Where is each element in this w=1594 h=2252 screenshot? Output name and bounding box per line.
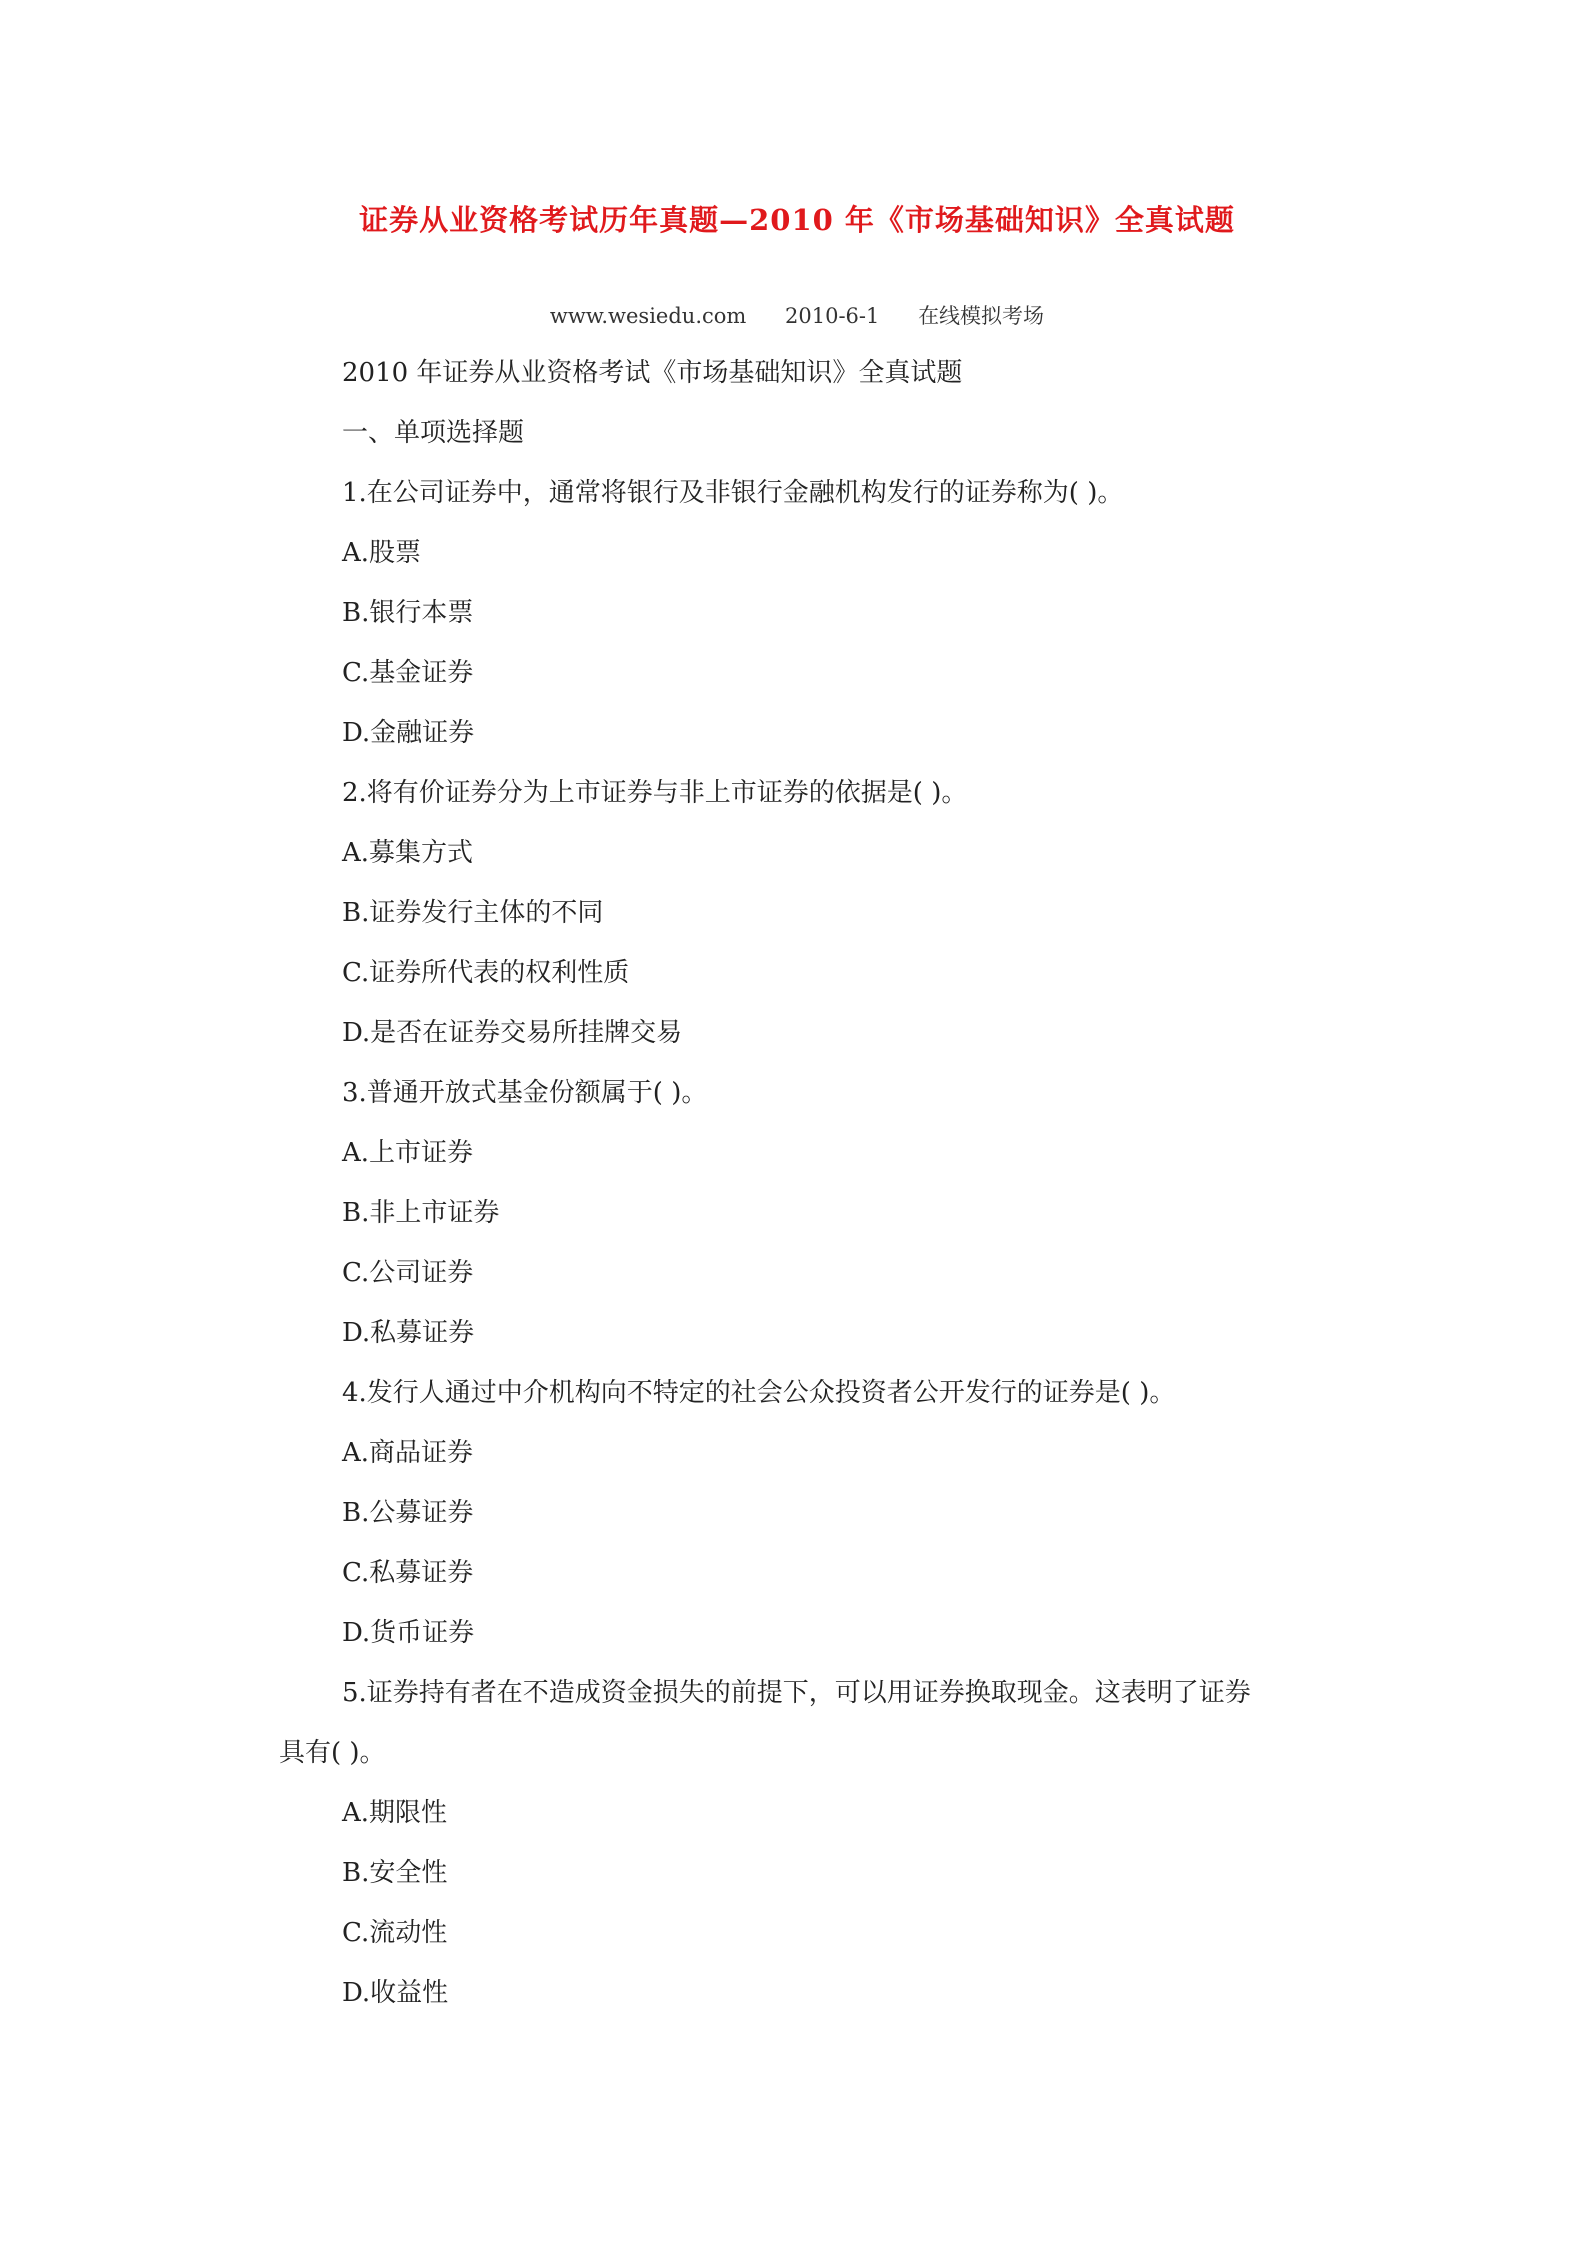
document-title: 证券从业资格考试历年真题—2010 年《市场基础知识》全真试题	[359, 203, 1235, 237]
q3-option-c: C.公司证券	[342, 1258, 474, 1288]
q4-option-b: B.公募证券	[342, 1498, 474, 1528]
question-5: 5.证券持有者在不造成资金损失的前提下，可以用证券换取现金。这表明了证券	[342, 1678, 1251, 1708]
question-3: 3.普通开放式基金份额属于( )。	[342, 1078, 708, 1108]
q4-option-c: C.私募证券	[342, 1558, 474, 1588]
intro-line: 2010 年证券从业资格考试《市场基础知识》全真试题	[342, 358, 963, 388]
q5-option-a: A.期限性	[342, 1798, 448, 1828]
q1-option-b: B.银行本票	[342, 598, 474, 628]
q3-option-d: D.私募证券	[342, 1318, 475, 1348]
q5-option-c: C.流动性	[342, 1918, 448, 1948]
q4-option-a: A.商品证券	[342, 1438, 474, 1468]
question-1: 1.在公司证券中，通常将银行及非银行金融机构发行的证券称为( )。	[342, 478, 1124, 508]
q1-option-d: D.金融证券	[342, 718, 475, 748]
meta-date: 2010-6-1	[785, 304, 880, 328]
q2-option-b: B.证券发行主体的不同	[342, 898, 604, 928]
q5-option-b: B.安全性	[342, 1858, 448, 1888]
q3-option-a: A.上市证券	[342, 1138, 474, 1168]
q4-option-d: D.货币证券	[342, 1618, 475, 1648]
q3-option-b: B.非上市证券	[342, 1198, 500, 1228]
q2-option-d: D.是否在证券交易所挂牌交易	[342, 1018, 683, 1048]
document-meta	[0, 298, 1594, 334]
question-5-continued: 具有( )。	[279, 1738, 386, 1768]
q1-option-a: A.股票	[342, 538, 422, 568]
meta-site: www.wesiedu.com	[549, 304, 747, 328]
question-4: 4.发行人通过中介机构向不特定的社会公众投资者公开发行的证券是( )。	[342, 1378, 1176, 1408]
q2-option-c: C.证券所代表的权利性质	[342, 958, 630, 988]
q1-option-c: C.基金证券	[342, 658, 474, 688]
section-heading: 一、单项选择题	[342, 418, 525, 448]
q2-option-a: A.募集方式	[342, 838, 474, 868]
question-2: 2.将有价证券分为上市证券与非上市证券的依据是( )。	[342, 778, 968, 808]
q5-option-d: D.收益性	[342, 1978, 449, 2008]
meta-tag: 在线模拟考场	[918, 304, 1045, 328]
